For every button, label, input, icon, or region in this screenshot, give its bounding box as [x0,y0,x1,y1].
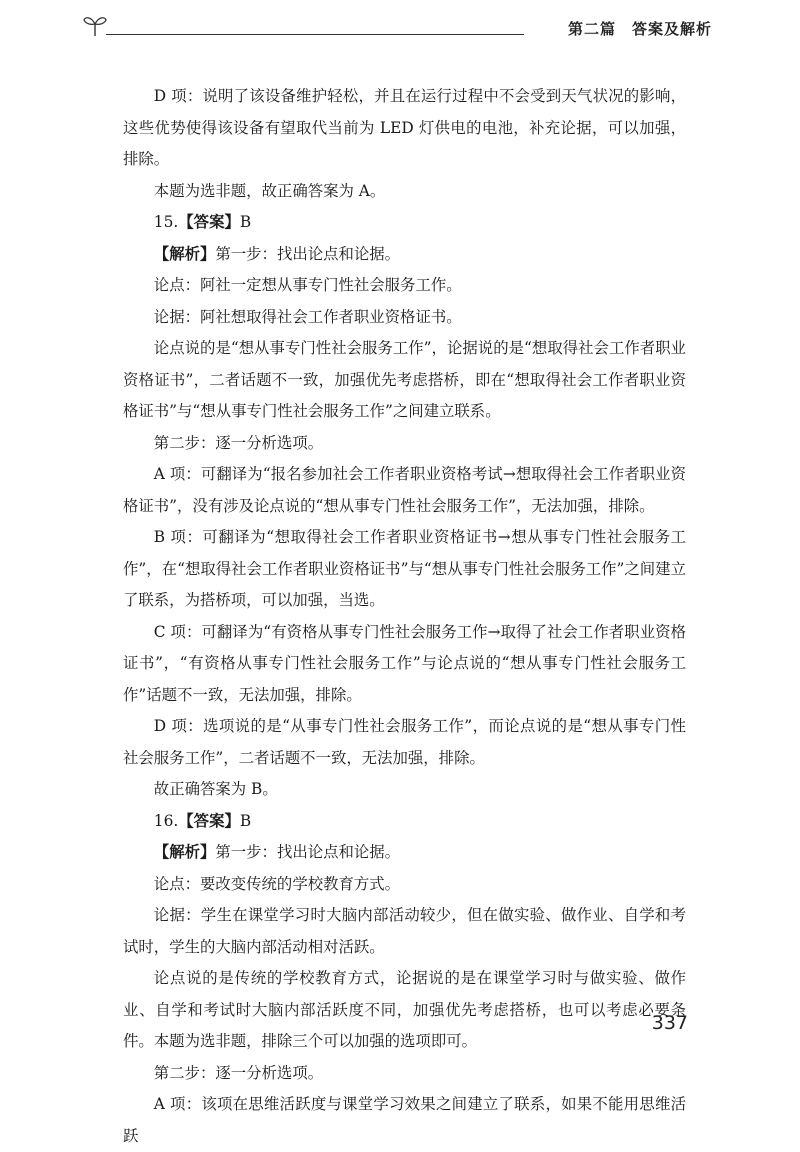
paragraph [123,239,686,271]
header-rule [106,34,524,35]
analysis-tag: 【解析】 [153,244,216,263]
paragraph-text: 论点说的是“想从事专门性社会服务工作”，论据说的是“想取得社会工作者职业资格证书”，二者话题不一致，加强优先考虑搭桥，即在“想取得社会工作者职业资格证书”与“想从事专门性社会服务工作”之间建立联系。 [123,339,686,420]
paragraph-text: A 项：该项在思维活跃度与课堂学习效果之间建立了联系，如果不能用思维活跃 [123,1095,686,1145]
paragraph-text: B 项：可翻译为“想取得社会工作者职业资格证书→想从事专门性社会服务工作”，在“想取得社会工作者职业资格证书”与“想从事专门性社会服务工作”之间建立了联系，为搭桥项，可以加强，当选。 [123,528,686,609]
paragraph [123,207,686,239]
paragraph-text: C 项：可翻译为“有资格从事专门性社会服务工作→取得了社会工作者职业资格证书”，“有资格从事专门性社会服务工作”与论点说的“想从事专门性社会服务工作”话题不一致，无法加强，排除。 [123,622,686,704]
paragraph-text: 本题为选非题，故正确答案为 A。 [153,181,386,200]
answer-tag: 【答案】 [178,811,240,830]
paragraph-text: 第一步：找出论点和论据。 [215,843,401,861]
paragraph [123,176,686,208]
analysis-tag: 【解析】 [153,843,216,861]
paragraph-text: 故正确答案为 B。 [153,780,278,798]
paragraph-text: 第一步：找出论点和论据。 [215,244,401,263]
paragraph [123,837,686,869]
paragraph [123,459,686,522]
paragraph [123,333,686,428]
paragraph [123,869,686,901]
page-number: 337 [651,1012,688,1034]
question-number: 15. [153,213,179,231]
question-number: 16. [153,811,179,830]
paragraph-text: 第二步：逐一分析选项。 [153,433,324,452]
paragraph [123,806,686,838]
paragraph-text: 论点：要改变传统的学校教育方式。 [153,874,401,893]
paragraph-text: B [239,811,252,830]
paragraph-text: 论点说的是传统的学校教育方式，论据说的是在课堂学习时与做实验、做作业、自学和考试时大脑内部活跃度不同，加强优先考虑搭桥，也可以考虑必要条件。本题为选非题，排除三个可以加强的选项即可。 [123,969,686,1050]
paragraph-text: 论点：阿社一定想从事专门性社会服务工作。 [153,276,462,294]
paragraph [123,1089,686,1152]
section-title: 第二篇 答案及解析 [567,20,712,38]
paragraph [123,963,686,1058]
paragraph [123,428,686,460]
paragraph [123,774,686,806]
paragraph-text: 第二步：逐一分析选项。 [153,1063,324,1082]
paragraph-text: B [239,213,252,231]
paragraph [123,900,686,963]
page-body [123,81,686,1152]
paragraph-text: D 项：说明了该设备维护轻松，并且在运行过程中不会受到天气状况的影响，这些优势使得该设备有望取代当前为 LED 灯供电的电池，补充论据，可以加强，排除。 [123,87,686,168]
paragraph-text: D 项：选项说的是“从事专门性社会服务工作”，而论点说的是“想从事专门性社会服务工作”，二者话题不一致，无法加强，排除。 [123,717,686,767]
paragraph [123,617,686,712]
paragraph-text: A 项：可翻译为“报名参加社会工作者职业资格考试→想取得社会工作者职业资格证书”，没有涉及论点说的“想从事专门性社会服务工作”，无法加强，排除。 [123,465,686,515]
answer-tag: 【答案】 [178,213,240,231]
page-header [82,8,712,42]
paragraph [123,270,686,302]
paragraph [123,302,686,334]
paragraph [123,522,686,617]
paragraph [123,81,686,176]
leaf-sprout-icon [82,12,108,38]
paragraph [123,1058,686,1090]
paragraph [123,711,686,774]
paragraph-text: 论据：学生在课堂学习时大脑内部活动较少，但在做实验、做作业、自学和考试时，学生的大脑内部活动相对活跃。 [123,906,686,956]
paragraph-text: 论据：阿社想取得社会工作者职业资格证书。 [153,307,462,326]
